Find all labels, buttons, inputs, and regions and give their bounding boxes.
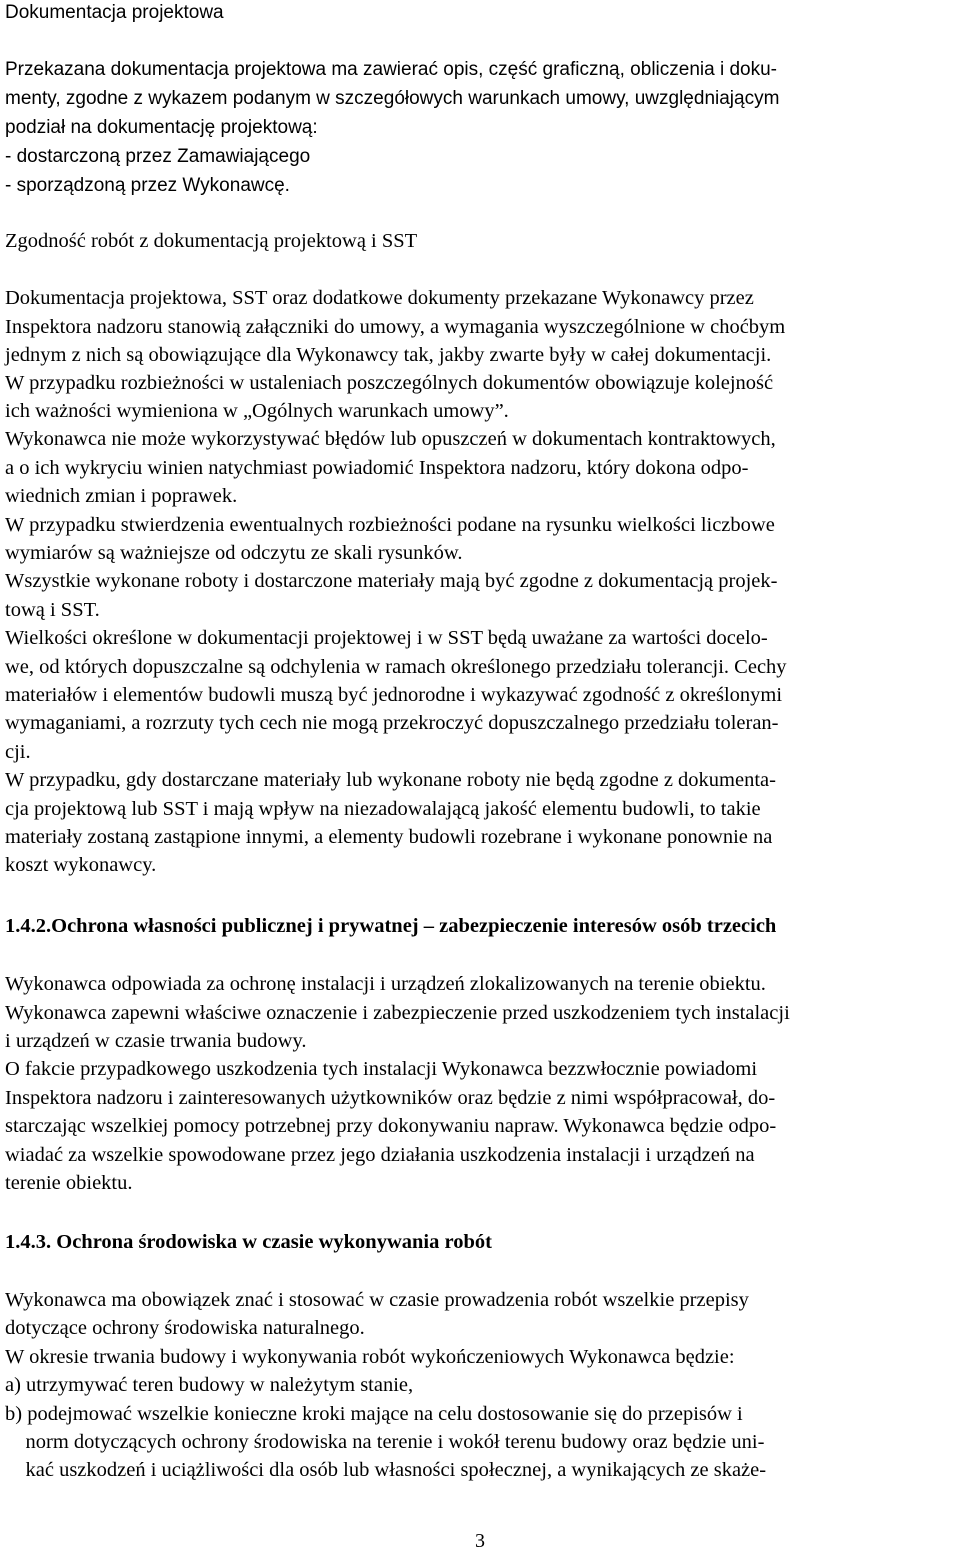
paragraph-line: cji.: [5, 741, 31, 763]
paragraph-line: Dokumentacja projektowa, SST oraz dodatkowe dokumenty przekazane Wykonawcy przez: [5, 287, 754, 309]
paragraph-line: - sporządzoną przez Wykonawcę.: [5, 175, 290, 196]
paragraph-line: a o ich wykryciu winien natychmiast powiadomić Inspektora nadzoru, który dokona odpo-: [5, 457, 749, 479]
paragraph-line: Wielkości określone w dokumentacji projektowej i w SST będą uważane za wartości docelo-: [5, 627, 768, 649]
paragraph-line: cja projektową lub SST i mają wpływ na niezadowalającą jakość elementu budowli, to takie: [5, 798, 761, 820]
paragraph-line: starczając wszelkiej pomocy potrzebnej przy dokonywaniu napraw. Wykonawca będzie odpo-: [5, 1115, 777, 1137]
paragraph-line: W przypadku stwierdzenia ewentualnych rozbieżności podane na rysunku wielkości liczbowe: [5, 514, 775, 536]
paragraph-line: - dostarczoną przez Zamawiającego: [5, 146, 311, 167]
list-item: b) podejmować wszelkie konieczne kroki mające na celu dostosowanie się do przepisów i: [5, 1403, 743, 1425]
paragraph-line: W okresie trwania budowy i wykonywania robót wykończeniowych Wykonawca będzie:: [5, 1346, 735, 1368]
paragraph-line: O fakcie przypadkowego uszkodzenia tych instalacji Wykonawca bezzwłocznie powiadomi: [5, 1058, 758, 1080]
paragraph-line: ich ważności wymieniona w „Ogólnych warunkach umowy”.: [5, 400, 509, 422]
paragraph-line: W przypadku, gdy dostarczane materiały lub wykonane roboty nie będą zgodne z dokumenta-: [5, 769, 776, 791]
section-title-ochrona-srodowiska: 1.4.3. Ochrona środowiska w czasie wykonywania robót: [5, 1231, 492, 1253]
paragraph-line: wymiarów są ważniejsze od odczytu ze skali rysunków.: [5, 542, 463, 564]
paragraph-line: tową i SST.: [5, 599, 100, 621]
section-title-ochrona-wlasnosci: 1.4.2.Ochrona własności publicznej i prywatnej – zabezpieczenie interesów osób trzecich: [5, 915, 777, 937]
paragraph-line: Inspektora nadzoru stanowią załączniki do umowy, a wymagania wyszczególnione w choćbym: [5, 316, 786, 338]
paragraph-line: Wykonawca zapewni właściwe oznaczenie i zabezpieczenie przed uszkodzeniem tych instalacji: [5, 1002, 790, 1024]
paragraph-line: menty, zgodne z wykazem podanym w szczegółowych warunkach umowy, uwzględniającym: [5, 88, 780, 109]
paragraph-line: Wykonawca ma obowiązek znać i stosować w czasie prowadzenia robót wszelkie przepisy: [5, 1289, 749, 1311]
paragraph-line: we, od których dopuszczalne są odchylenia w ramach określonego przedziału tolerancji. Cechy: [5, 656, 787, 678]
page-number: 3: [475, 1530, 485, 1552]
list-item-continuation: kać uszkodzeń i uciążliwości dla osób lub własności społecznej, a wynikających ze skaże-: [5, 1459, 767, 1481]
section-title-dokumentacja: Dokumentacja projektowa: [5, 2, 224, 23]
paragraph-line: materiałów i elementów budowli muszą być jednorodne i wykazywać zgodność z określonymi: [5, 684, 783, 706]
paragraph-line: i urządzeń w czasie trwania budowy.: [5, 1030, 307, 1052]
paragraph-line: Wykonawca nie może wykorzystywać błędów lub opuszczeń w dokumentach kontraktowych,: [5, 428, 776, 450]
paragraph-line: wymaganiami, a rozrzuty tych cech nie mogą przekroczyć dopuszczalnego przedziału toleran-: [5, 712, 779, 734]
paragraph-line: W przypadku rozbieżności w ustaleniach poszczególnych dokumentów obowiązuje kolejność: [5, 372, 774, 394]
paragraph-line: Wszystkie wykonane roboty i dostarczone materiały mają być zgodne z dokumentacją projek-: [5, 570, 778, 592]
paragraph-line: jednym z nich są obowiązujące dla Wykonawcy tak, jakby zwarte były w całej dokumentacji.: [5, 344, 772, 366]
paragraph-line: materiały zostaną zastąpione innymi, a elementy budowli rozebrane i wykonane ponownie na: [5, 826, 773, 848]
list-item-continuation: norm dotyczących ochrony środowiska na terenie i wokół terenu budowy oraz będzie uni-: [5, 1431, 765, 1453]
paragraph-line: podział na dokumentację projektową:: [5, 117, 318, 138]
paragraph-line: Przekazana dokumentacja projektowa ma zawierać opis, część graficzną, obliczenia i doku-: [5, 59, 777, 80]
paragraph-line: Wykonawca odpowiada za ochronę instalacji i urządzeń zlokalizowanych na terenie obiektu.: [5, 973, 766, 995]
paragraph-line: Inspektora nadzoru i zainteresowanych użytkowników oraz będzie z nimi współpracował, do-: [5, 1087, 776, 1109]
paragraph-line: terenie obiektu.: [5, 1172, 133, 1194]
paragraph-line: wiadać za wszelkie spowodowane przez jego działania uszkodzenia instalacji i urządzeń na: [5, 1144, 755, 1166]
paragraph-line: wiednich zmian i poprawek.: [5, 485, 238, 507]
paragraph-line: koszt wykonawcy.: [5, 854, 157, 876]
paragraph-line: dotyczące ochrony środowiska naturalnego.: [5, 1317, 365, 1339]
section-title-zgodnosc: Zgodność robót z dokumentacją projektową i SST: [5, 230, 418, 252]
list-item: a) utrzymywać teren budowy w należytym stanie,: [5, 1374, 414, 1396]
